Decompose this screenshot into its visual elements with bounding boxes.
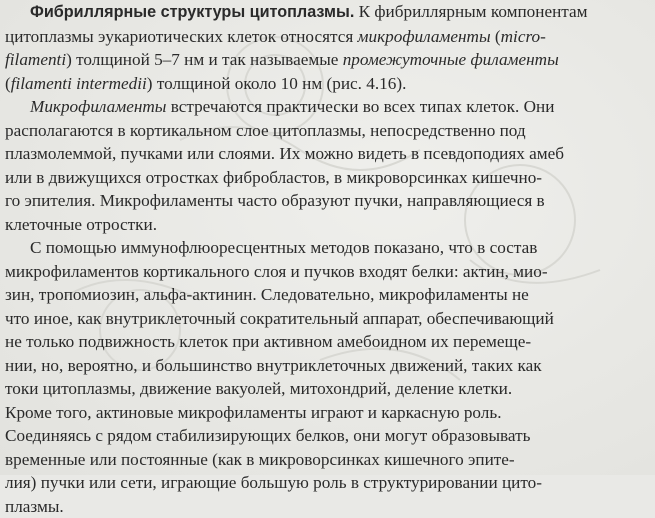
text-run: цитоплазмы эукариотических клеток относятся bbox=[5, 26, 358, 46]
text-run: С помощью иммунофлюоресцентных методов показано, что в состав bbox=[30, 238, 538, 257]
text-run: Соединяясь с рядом стабилизирующих белков, они могут образовывать bbox=[5, 426, 531, 445]
text-run: что иное, как внутриклеточный сократительный аппарат, обеспечивающий bbox=[5, 308, 554, 328]
text-run: встречаются практически во всех типах клеток. Они bbox=[166, 97, 555, 116]
text-run: нии, но, вероятно, и большинство внутриклеточных движений, таких как bbox=[5, 355, 542, 375]
text-line bbox=[5, 356, 542, 375]
text-line bbox=[5, 379, 512, 398]
text-run: плазмолеммой, пучками или слоями. Их можно видеть в псевдоподиях амеб bbox=[5, 144, 565, 163]
italic-term: микрофиламенты bbox=[357, 26, 491, 46]
italic-term: filamenti bbox=[5, 50, 67, 69]
text-run: Кроме того, актиновые микрофиламенты играют и каркасную роль. bbox=[5, 402, 502, 422]
text-run: не только подвижность клеток при активном амебоидном их перемеще- bbox=[5, 332, 532, 351]
text-run: ( bbox=[490, 26, 501, 46]
text-line bbox=[5, 121, 526, 140]
text-line bbox=[5, 27, 546, 46]
text-line bbox=[5, 262, 548, 281]
text-run: ( bbox=[5, 73, 11, 93]
text-run: микрофиламентов кортикального слоя и пучков входят белки: актин, мио- bbox=[5, 261, 548, 281]
text-line bbox=[5, 285, 529, 304]
paragraph bbox=[5, 0, 650, 95]
text-line bbox=[5, 74, 406, 93]
text-line bbox=[5, 309, 554, 328]
italic-term: промежуточные филаменты bbox=[342, 50, 559, 69]
text-line bbox=[30, 2, 588, 21]
text-run: зин, тропомиозин, альфа-актинин. Следовательно, микрофиламенты не bbox=[5, 285, 529, 304]
text-run: плазмы. bbox=[5, 496, 64, 516]
section-heading: Фибриллярные структуры цитоплазмы. bbox=[30, 3, 355, 21]
text-run: К фибриллярным компонентам bbox=[354, 2, 588, 21]
paragraph bbox=[5, 236, 650, 518]
italic-term: micro- bbox=[500, 26, 546, 46]
text-line bbox=[30, 97, 554, 116]
text-line bbox=[5, 50, 559, 69]
text-line bbox=[5, 473, 542, 492]
text-run: или в движущихся отростках фибробластов, в микроворсинках кишечно- bbox=[5, 167, 543, 187]
text-line bbox=[5, 450, 515, 469]
text-run: клеточные отростки. bbox=[5, 214, 157, 234]
body-text bbox=[5, 0, 650, 518]
text-line bbox=[5, 426, 530, 445]
text-line bbox=[5, 403, 502, 422]
paragraph bbox=[5, 95, 650, 236]
text-run: ) толщиной 5–7 нм и так называемые bbox=[66, 50, 343, 69]
text-line bbox=[30, 238, 537, 257]
text-run: лия) пучки или сети, играющие большую роль в структурировании цито- bbox=[5, 473, 542, 492]
text-line bbox=[5, 191, 545, 210]
text-line bbox=[5, 215, 157, 234]
text-run: располагаются в кортикальном слое цитоплазмы, непосредственно под bbox=[5, 120, 526, 140]
text-line bbox=[5, 497, 64, 516]
text-run: временные или постоянные (как в микроворсинках кишечного эпите- bbox=[5, 449, 515, 469]
text-line bbox=[5, 332, 531, 351]
text-line bbox=[5, 144, 564, 163]
text-run: ) толщиной около 10 нм (рис. 4.16). bbox=[146, 73, 407, 93]
text-run: токи цитоплазмы, движение вакуолей, митохондрий, деление клетки. bbox=[5, 379, 513, 398]
italic-term: filamenti intermedii bbox=[10, 73, 147, 93]
text-run: го эпителия. Микрофиламенты часто образуют пучки, направляющиеся в bbox=[5, 191, 545, 210]
italic-term: Микрофиламенты bbox=[30, 97, 167, 116]
text-line bbox=[5, 168, 542, 187]
